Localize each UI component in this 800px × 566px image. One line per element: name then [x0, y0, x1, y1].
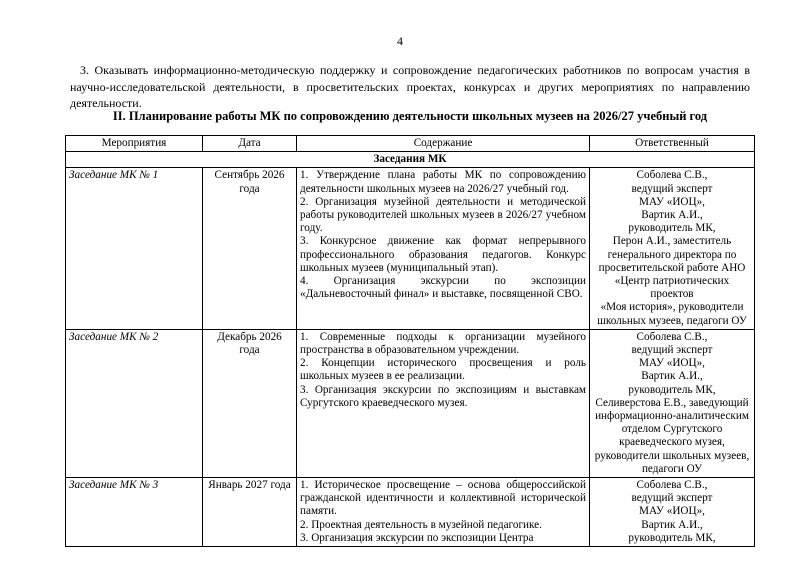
content-item: 3. Организация экскурсии по экспозициям и выставкам Сургутского краеведческого музея. — [300, 383, 586, 409]
responsible-line: Вартик А.И., — [641, 209, 703, 222]
responsible-cell — [590, 478, 755, 547]
responsible-line: Вартик А.И., — [641, 370, 703, 383]
responsible-line: Вартик А.И., — [641, 518, 703, 531]
section-title: II. Планирование работы МК по сопровождению деятельности школьных музеев на 2026/27 учебный год — [112, 109, 708, 123]
plan-table — [65, 135, 755, 547]
event-cell: Заседание МК № 3 — [66, 478, 203, 547]
header-content: Содержание — [297, 136, 590, 152]
responsible-line: Соболева С.В., — [636, 169, 708, 182]
responsible-line: Соболева С.В., — [636, 330, 708, 343]
page-number: 4 — [397, 34, 403, 48]
responsible-line: генерального директора по — [607, 248, 737, 261]
responsible-line: «Центр патриотических проектов — [614, 275, 730, 301]
header-date: Дата — [203, 136, 297, 152]
event-cell: Заседание МК № 1 — [66, 168, 203, 329]
content-item: 1. Современные подходы к организации музейного пространства в образовательном учреждении. — [300, 330, 586, 357]
responsible-line: краеведческого музея, — [619, 436, 725, 449]
content-item: 3. Организация экскурсии по экспозиции Центра — [300, 531, 534, 544]
responsible-line: руководитель МК, — [628, 531, 716, 544]
content-item: 2. Проектная деятельность в музейной педагогике. — [300, 518, 542, 531]
date-cell: Сентябрь 2026 года — [203, 168, 297, 329]
responsible-line: руководители школьных музеев, — [594, 449, 750, 462]
responsible-line: Соболева С.В., — [636, 479, 708, 492]
responsible-line: ведущий эксперт — [631, 492, 713, 505]
responsible-line: Перон А.И., заместитель — [612, 235, 732, 248]
table-row — [66, 168, 755, 329]
content-item: 2. Концепции исторического просвещения и роль школьных музеев в ее реализации. — [300, 357, 586, 383]
content-item: 1. Историческое просвещение – основа общероссийской гражданской идентичности и коллективной исторической памяти. — [300, 479, 586, 518]
responsible-line: ведущий эксперт — [631, 182, 713, 195]
content-item: 1. Утверждение плана работы МК по сопровождению деятельности школьных музеев на 2026/27 учебный год. — [300, 169, 586, 195]
content-item: 2. Организация музейной деятельности и методической работы руководителей школьных музеев в 2026/27 учебном году. — [300, 195, 586, 235]
content-cell — [297, 168, 590, 329]
responsible-line: ведущий эксперт — [631, 344, 713, 357]
responsible-cell — [590, 168, 755, 329]
content-cell — [297, 478, 590, 547]
group-row — [66, 152, 755, 168]
header-events: Мероприятия — [66, 136, 203, 152]
content-cell — [297, 329, 590, 477]
intro-paragraph: 3. Оказывать информационно-методическую поддержку и сопровождение педагогических работников по вопросам участия в научно-исследовательской деятельности, в просветительских проектах, конкурсах и других мероприятиях по направлению деятельности. — [70, 63, 750, 110]
responsible-line: отделом Сургутского — [621, 423, 723, 436]
table-row — [66, 329, 755, 477]
responsible-line: информационно-аналитическим — [595, 410, 749, 423]
table-row — [66, 478, 755, 547]
responsible-line: школьных музеев, педагоги ОУ — [597, 314, 747, 327]
header-responsible: Ответственный — [590, 136, 755, 152]
content-item: 3. Конкурсное движение как формат непрерывного профессионального образования педагогов. Конкурс школьных музеев (муниципальный этап). — [300, 235, 586, 274]
responsible-line: МАУ «ИОЦ», — [639, 195, 705, 208]
responsible-line: руководитель МК, — [628, 383, 716, 396]
date-cell: Декабрь 2026 года — [203, 329, 297, 477]
responsible-line: МАУ «ИОЦ», — [639, 357, 705, 370]
date-cell: Январь 2027 года — [203, 478, 297, 547]
responsible-line: МАУ «ИОЦ», — [639, 505, 705, 518]
responsible-line: руководитель МК, — [628, 222, 716, 235]
event-cell: Заседание МК № 2 — [66, 329, 203, 477]
responsible-line: «Моя история», руководители — [600, 301, 744, 314]
content-item: 4. Организация экскурсии по экспозиции «Дальневосточный финал» и выставке, посвященной СВО. — [300, 275, 586, 301]
responsible-line: педагоги ОУ — [641, 462, 703, 475]
responsible-line: Селиверстова Е.В., заведующий — [595, 396, 749, 409]
group-label: Заседания МК — [66, 152, 755, 168]
responsible-cell — [590, 329, 755, 477]
responsible-line: просветительской работе АНО — [598, 261, 746, 274]
table-header-row — [66, 136, 755, 152]
